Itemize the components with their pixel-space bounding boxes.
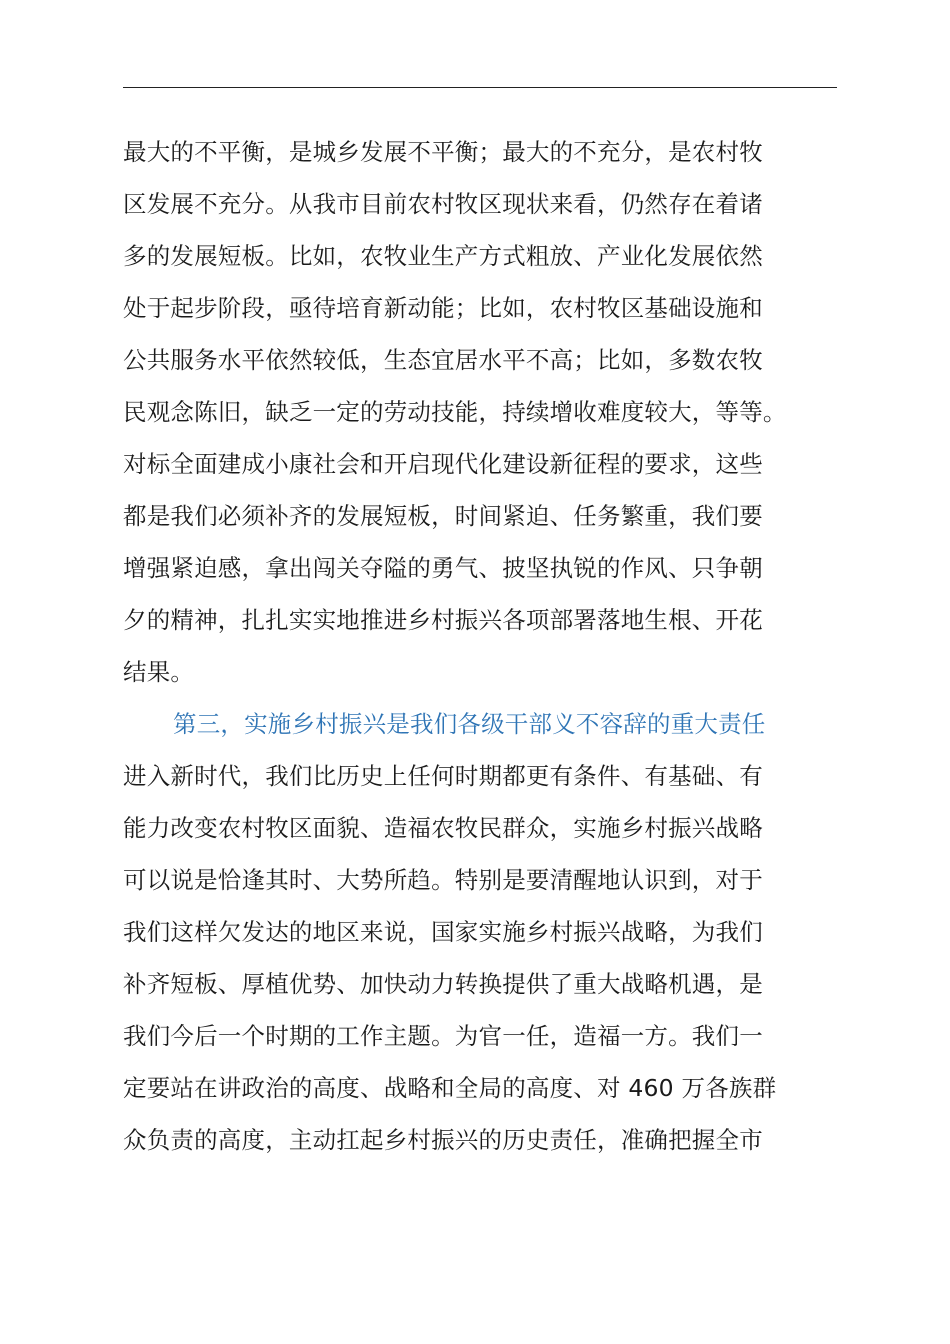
text-line: 区发展不充分。从我市目前农村牧区现状来看，仍然存在着诸 [123, 190, 763, 218]
text-line: 民观念陈旧，缺乏一定的劳动技能，持续增收难度较大，等等。 [123, 398, 787, 426]
header-rule [123, 87, 837, 88]
text-line: 公共服务水平依然较低，生态宜居水平不高；比如，多数农牧 [123, 346, 763, 374]
text-line: 我们今后一个时期的工作主题。为官一任，造福一方。我们一 [123, 1022, 763, 1050]
body-text [123, 126, 853, 1166]
text-line: 补齐短板、厚植优势、加快动力转换提供了重大战略机遇，是 [123, 970, 763, 998]
text-line: 多的发展短板。比如，农牧业生产方式粗放、产业化发展依然 [123, 242, 763, 270]
text-line: 众负责的高度，主动扛起乡村振兴的历史责任，准确把握全市 [123, 1126, 763, 1154]
text-line: 增强紧迫感，拿出闯关夺隘的勇气、披坚执锐的作风、只争朝 [123, 554, 763, 582]
section-heading: 第三，实施乡村振兴是我们各级干部义不容辞的重大责任 [173, 710, 766, 738]
text-line: 夕的精神，扎扎实实地推进乡村振兴各项部署落地生根、开花 [123, 606, 763, 634]
text-line: 最大的不平衡，是城乡发展不平衡；最大的不充分，是农村牧 [123, 138, 763, 166]
text-line: 进入新时代，我们比历史上任何时期都更有条件、有基础、有 [123, 762, 763, 790]
text-line: 定要站在讲政治的高度、战略和全局的高度、对 460 万各族群 [123, 1074, 777, 1102]
text-line: 结果。 [123, 658, 195, 686]
text-line: 可以说是恰逢其时、大势所趋。特别是要清醒地认识到，对于 [123, 866, 763, 894]
text-line: 对标全面建成小康社会和开启现代化建设新征程的要求，这些 [123, 450, 763, 478]
text-line: 都是我们必须补齐的发展短板，时间紧迫、任务繁重，我们要 [123, 502, 763, 530]
text-line: 能力改变农村牧区面貌、造福农牧民群众，实施乡村振兴战略 [123, 814, 763, 842]
text-line: 我们这样欠发达的地区来说，国家实施乡村振兴战略，为我们 [123, 918, 763, 946]
text-line: 处于起步阶段，亟待培育新动能；比如，农村牧区基础设施和 [123, 294, 763, 322]
